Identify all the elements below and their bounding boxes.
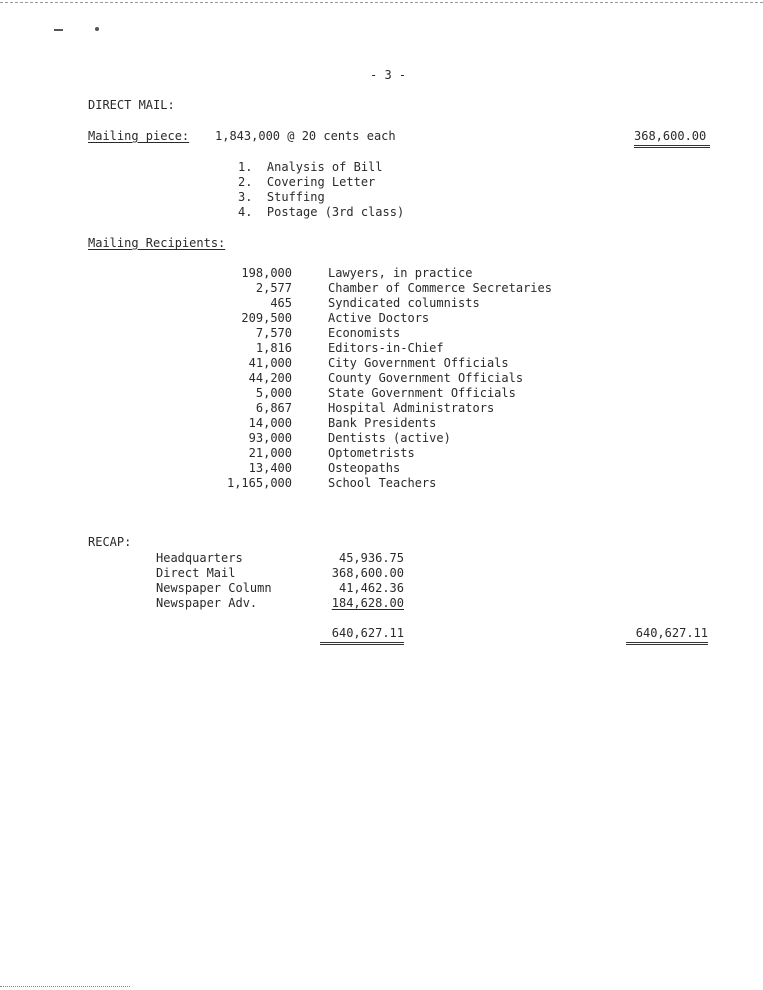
recipient-count: 1,816 xyxy=(255,341,292,355)
recap-heading: RECAP: xyxy=(88,535,132,549)
recap-label: Newspaper Column xyxy=(156,581,272,595)
recap-subtotal: 640,627.11 xyxy=(320,626,404,645)
list-item: 4. Postage (3rd class) xyxy=(238,205,405,219)
recipient-label: Lawyers, in practice xyxy=(328,266,473,280)
recap-label: Direct Mail xyxy=(156,566,236,580)
direct-mail-heading: DIRECT MAIL: xyxy=(88,98,175,112)
recipient-label: Bank Presidents xyxy=(328,416,437,430)
recap-amount: 368,600.00 xyxy=(331,566,404,580)
recipient-label: Hospital Administrators xyxy=(328,401,495,415)
recipient-count: 5,000 xyxy=(255,386,292,400)
mailing-piece-label: Mailing piece: xyxy=(88,129,190,143)
recipient-count: 209,500 xyxy=(241,311,292,325)
recipient-count: 14,000 xyxy=(248,416,292,430)
recipient-label: Syndicated columnists xyxy=(328,296,480,310)
list-item: 3. Stuffing xyxy=(238,190,325,204)
top-page-edge xyxy=(0,2,763,3)
recipient-count: 6,867 xyxy=(255,401,292,415)
recipient-label: School Teachers xyxy=(328,476,437,490)
recap-label: Headquarters xyxy=(156,551,243,565)
recap-amount: 41,462.36 xyxy=(338,581,404,595)
bottom-scan-edge xyxy=(0,986,130,987)
recap-grand-total: 640,627.11 xyxy=(626,626,708,645)
recipient-label: Economists xyxy=(328,326,401,340)
recipient-label: Chamber of Commerce Secretaries xyxy=(328,281,552,295)
recipient-count: 7,570 xyxy=(255,326,292,340)
scan-mark xyxy=(95,27,99,31)
recipient-count: 13,400 xyxy=(248,461,292,475)
mailing-piece-total: 368,600.00 xyxy=(634,129,710,148)
mailing-recipients-heading: Mailing Recipients: xyxy=(88,236,226,250)
recipient-count: 465 xyxy=(270,296,292,310)
recap-amount: 184,628.00 xyxy=(331,596,404,610)
recipient-count: 41,000 xyxy=(248,356,292,370)
recipient-count: 2,577 xyxy=(255,281,292,295)
recipient-count: 198,000 xyxy=(241,266,292,280)
list-item: 1. Analysis of Bill xyxy=(238,160,383,174)
recipient-label: City Government Officials xyxy=(328,356,509,370)
recipient-label: County Government Officials xyxy=(328,371,524,385)
recipient-label: Dentists (active) xyxy=(328,431,451,445)
recipient-label: State Government Officials xyxy=(328,386,516,400)
scan-mark xyxy=(54,29,63,31)
recipient-label: Active Doctors xyxy=(328,311,430,325)
list-item: 2. Covering Letter xyxy=(238,175,376,189)
recipient-label: Optometrists xyxy=(328,446,415,460)
page-number: - 3 - xyxy=(370,68,407,82)
recipient-count: 21,000 xyxy=(248,446,292,460)
recipient-label: Osteopaths xyxy=(328,461,401,475)
recap-amount: 45,936.75 xyxy=(338,551,404,565)
recap-label: Newspaper Adv. xyxy=(156,596,258,610)
mailing-piece-description: 1,843,000 @ 20 cents each xyxy=(215,129,396,143)
recipient-label: Editors-in-Chief xyxy=(328,341,444,355)
recipient-count: 93,000 xyxy=(248,431,292,445)
recipient-count: 44,200 xyxy=(248,371,292,385)
recipient-count: 1,165,000 xyxy=(226,476,292,490)
